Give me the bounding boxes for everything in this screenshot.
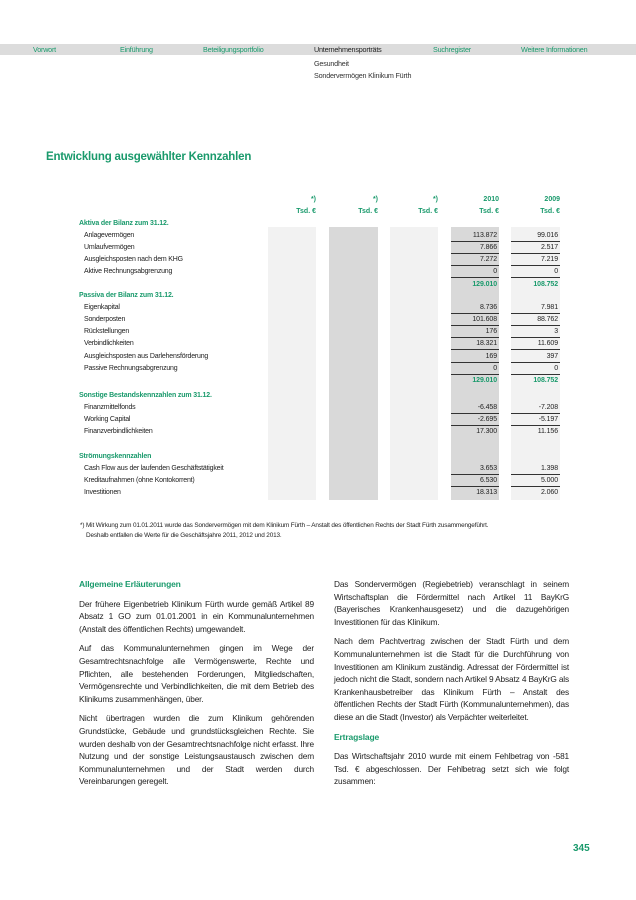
cell-value-2009: 88.762 bbox=[511, 314, 560, 326]
total-value-2009: 108.752 bbox=[533, 376, 558, 384]
row-label: Anlagevermögen bbox=[84, 232, 135, 240]
paragraph: Auf das Kommunalunternehmen gingen im Wege der Gesamtrechtsnachfolge alle Vermögenswerte, Rechte und Pflichten, alle bestehenden Forderungen, Mitgliedschaften, Vermögensrechte und Verbindlichkeiten, die mit dem Betrieb des Klinikums zusammenhängen, über. bbox=[79, 643, 314, 704]
heading-ertragslage: Ertragslage bbox=[334, 731, 380, 742]
column-background bbox=[268, 227, 316, 500]
cell-value-2009: -5.197 bbox=[511, 414, 560, 426]
cell-value-2009: 5.000 bbox=[511, 475, 560, 487]
column-header-unit: Tsd. € bbox=[540, 208, 560, 215]
cell-value-2010: 8.736 bbox=[451, 302, 499, 314]
nav-weitere-informationen[interactable]: Weitere Informationen bbox=[521, 45, 588, 54]
nav-vorwort[interactable]: Vorwort bbox=[33, 45, 56, 54]
cell-value-2010: -2.695 bbox=[451, 414, 499, 426]
nav-unternehmensportraets[interactable]: Unternehmensporträts bbox=[314, 45, 382, 54]
breadcrumb-gesundheit[interactable]: Gesundheit bbox=[314, 59, 349, 68]
group-title: Sonstige Bestandskennzahlen zum 31.12. bbox=[79, 392, 212, 399]
row-label: Cash Flow aus der laufenden Geschäftstätigkeit bbox=[84, 465, 224, 473]
row-label: Rückstellungen bbox=[84, 328, 130, 336]
cell-value-2010: -6.458 bbox=[451, 402, 499, 414]
cell-value-2009: 397 bbox=[511, 351, 560, 363]
paragraph: Das Sondervermögen (Regiebetrieb) veranschlagt in seinem Wirtschaftsplan die Fördermittel nach Artikel 11 BayKrG (Bayerisches Krankenhausgesetz) und die dazugehörigen Investitionen für das Klinikum. bbox=[334, 579, 569, 627]
total-value-2010: 129.010 bbox=[472, 376, 497, 384]
top-navigation bbox=[0, 44, 636, 55]
total-value-2009: 108.752 bbox=[533, 280, 558, 288]
nav-beteiligungsportfolio[interactable]: Beteiligungsportfolio bbox=[203, 45, 264, 54]
cell-value-2010: 18.313 bbox=[476, 489, 497, 497]
row-label: Umlaufvermögen bbox=[84, 244, 135, 252]
cell-value-2010: 7.272 bbox=[451, 254, 499, 266]
cell-value-2009: 99.016 bbox=[511, 230, 560, 242]
section-title: Entwicklung ausgewählter Kennzahlen bbox=[46, 151, 252, 163]
cell-value-2009: 1.398 bbox=[511, 463, 560, 475]
cell-value-2009: -7.208 bbox=[511, 402, 560, 414]
column-header-year: 2010 bbox=[483, 196, 499, 203]
cell-value-2009: 2.060 bbox=[540, 489, 558, 497]
nav-einfuehrung[interactable]: Einführung bbox=[120, 45, 153, 54]
row-label: Aktive Rechnungsabgrenzung bbox=[84, 268, 173, 276]
cell-value-2009: 7.219 bbox=[511, 254, 560, 266]
column-header-unit: Tsd. € bbox=[358, 208, 378, 215]
row-label: Passive Rechnungsabgrenzung bbox=[84, 364, 178, 372]
column-header-year: *) bbox=[432, 196, 438, 203]
cell-value-2010: 17.300 bbox=[476, 428, 497, 436]
footnote-line-2: Deshalb entfallen die Werte für die Geschäftsjahre 2011, 2012 und 2013. bbox=[86, 532, 282, 539]
cell-value-2009: 11.609 bbox=[511, 338, 560, 350]
cell-value-2010: 0 bbox=[451, 266, 499, 278]
row-label: Finanzverbindlichkeiten bbox=[84, 428, 153, 436]
footnote bbox=[80, 521, 489, 541]
footnote-line-1: Mit Wirkung zum 01.01.2011 wurde das Sondervermögen mit dem Klinikum Fürth – Anstalt des öffentlichen Rechts der Stadt Fürth zusammengeführt. bbox=[86, 522, 489, 529]
row-label: Verbindlichkeiten bbox=[84, 340, 134, 348]
paragraph: Nach dem Pachtvertrag zwischen der Stadt Fürth und dem Kommunalunternehmen ist die Stadt für die Durchführung von Investitionen am Klinikum zuständig. Adressat der Fördermittel ist jedoch nicht die Stadt, sondern nach Artikel 9 Absatz 4 BayKrG als Krankenhausbetreiber das Klinikum Fürth – Anstalt des öffentlichen Rechts der Stadt Fürth (Kommunalunternehmen), das diese an die Stadt (Investor) als Verpächter weiterleitet. bbox=[334, 636, 569, 722]
row-label: Sonderposten bbox=[84, 316, 126, 324]
left-column bbox=[79, 578, 314, 795]
row-label: Ausgleichsposten nach dem KHG bbox=[84, 256, 183, 264]
column-header-year: 2009 bbox=[544, 196, 560, 203]
heading-allgemeine-erlaeuterungen: Allgemeine Erläuterungen bbox=[79, 579, 181, 589]
row-label: Ausgleichsposten aus Darlehensförderung bbox=[84, 352, 209, 360]
cell-value-2009: 7.981 bbox=[511, 302, 560, 314]
row-label: Investitionen bbox=[84, 489, 121, 497]
group-title: Aktiva der Bilanz zum 31.12. bbox=[79, 220, 169, 227]
row-label: Eigenkapital bbox=[84, 304, 120, 312]
row-label: Kreditaufnahmen (ohne Kontokorrent) bbox=[84, 477, 195, 485]
cell-value-2010: 3.653 bbox=[451, 463, 499, 475]
column-background bbox=[329, 227, 378, 500]
column-header-unit: Tsd. € bbox=[296, 208, 316, 215]
cell-value-2009: 11.156 bbox=[537, 428, 558, 436]
cell-value-2009: 0 bbox=[511, 363, 560, 375]
cell-value-2010: 169 bbox=[451, 351, 499, 363]
column-background bbox=[390, 227, 438, 500]
row-label: Working Capital bbox=[84, 416, 131, 424]
cell-value-2009: 3 bbox=[511, 326, 560, 338]
paragraph: Nicht übertragen wurden die zum Klinikum gehörenden Grundstücke, Gebäude und grundstücksgleichen Rechte. Sie wurden deshalb von der Gesamtrechtsnachfolge nicht erfasst. Ihre Nutzung und der sonstige Leistungsaustausch zwischen dem Kommunalunternehmen und der Stadt werden durch Vereinbarungen geregelt. bbox=[79, 713, 314, 787]
cell-value-2010: 176 bbox=[451, 326, 499, 338]
cell-value-2010: 6.530 bbox=[451, 475, 499, 487]
cell-value-2010: 101.608 bbox=[451, 314, 499, 326]
cell-value-2010: 0 bbox=[451, 363, 499, 375]
total-value-2010: 129.010 bbox=[472, 280, 497, 288]
column-header-year: *) bbox=[310, 196, 316, 203]
cell-value-2010: 7.866 bbox=[451, 242, 499, 254]
cell-value-2010: 113.872 bbox=[451, 230, 499, 242]
group-title: Strömungskennzahlen bbox=[79, 453, 152, 460]
cell-value-2009: 0 bbox=[511, 266, 560, 278]
right-column bbox=[334, 578, 569, 795]
footnote-mark: *) bbox=[80, 522, 85, 529]
group-title: Passiva der Bilanz zum 31.12. bbox=[79, 292, 174, 299]
column-header-unit: Tsd. € bbox=[479, 208, 499, 215]
paragraph: Der frühere Eigenbetrieb Klinikum Fürth wurde gemäß Artikel 89 Absatz 1 GO zum 01.01.2001 in ein Kommunalunternehmen (Anstalt des öffentlichen Rechts) umgewandelt. bbox=[79, 598, 314, 634]
cell-value-2010: 18.321 bbox=[451, 338, 499, 350]
row-label: Finanzmittelfonds bbox=[84, 404, 136, 412]
nav-suchregister[interactable]: Suchregister bbox=[433, 45, 471, 54]
page-number: 345 bbox=[573, 843, 590, 854]
cell-value-2009: 2.517 bbox=[511, 242, 560, 254]
column-header-unit: Tsd. € bbox=[418, 208, 438, 215]
column-header-year: *) bbox=[372, 196, 378, 203]
paragraph: Das Wirtschaftsjahr 2010 wurde mit einem Fehlbetrag von -581 Tsd. € abgeschlossen. Der Fehlbetrag setzt sich wie folgt zusammen: bbox=[334, 751, 569, 787]
breadcrumb-sondervermoegen[interactable]: Sondervermögen Klinikum Fürth bbox=[314, 71, 412, 80]
